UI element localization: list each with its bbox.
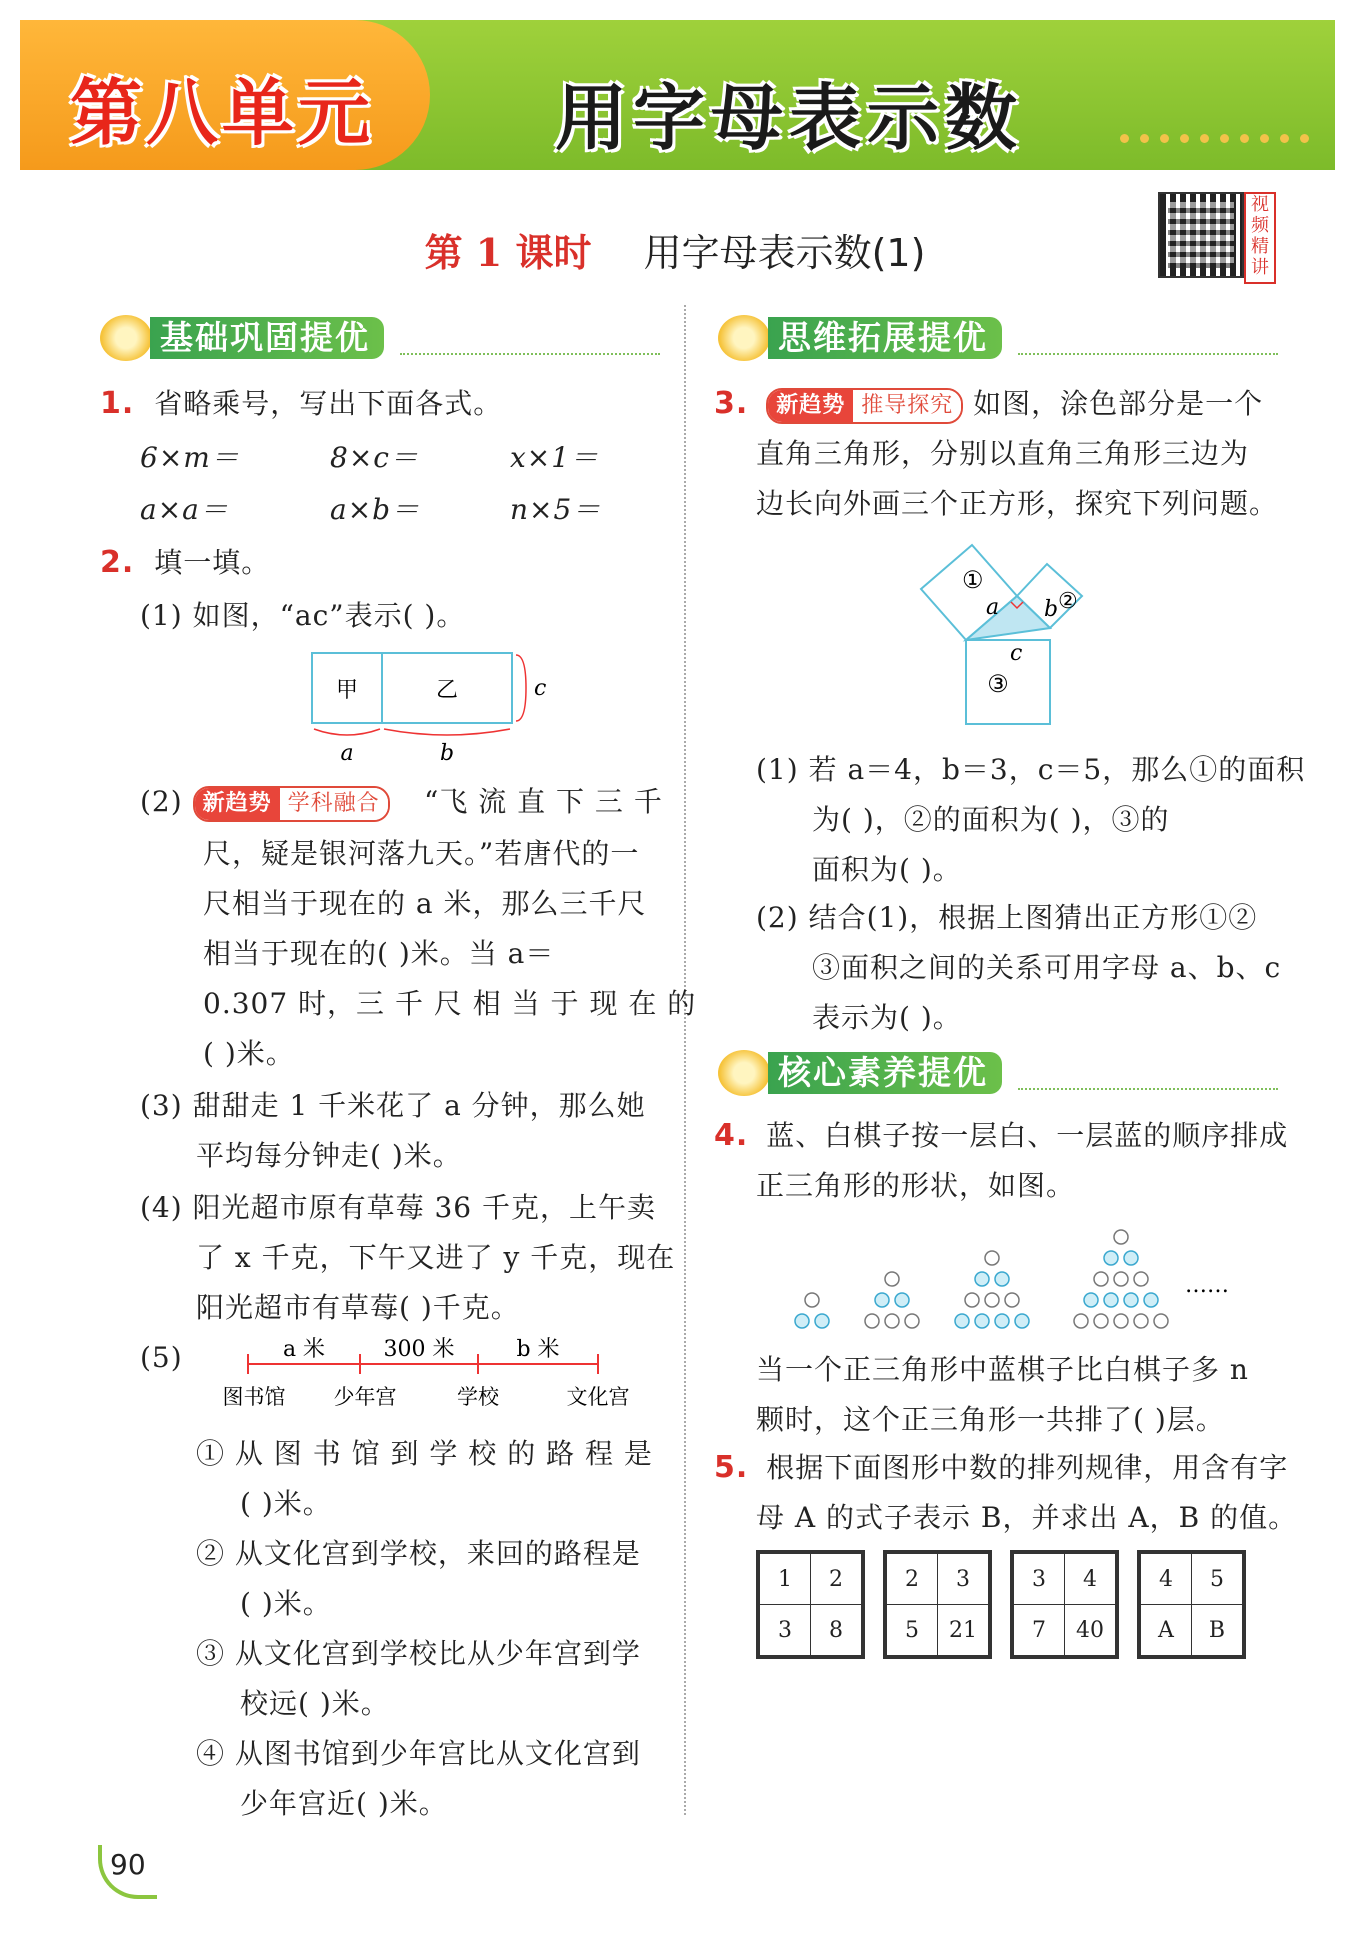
q2-p5-item1: ① 从 图 书 馆 到 学 校 的 路 程 是 [196,1437,653,1470]
q3-p1-line3: 面积为( )。 [812,853,962,886]
q1-expr-4: a×a＝ [140,493,229,526]
chess-triangles-figure [780,1220,1240,1350]
column-divider [684,305,686,1815]
q4-after-line2: 颗时，这个正三角形一共排了( )层。 [756,1403,1225,1436]
unit-label: 第八单元 [70,71,375,155]
fig-label-a: a [340,741,354,765]
q1-expr-2: 8×c＝ [330,441,419,474]
q3-squares-figure [900,530,1140,740]
q2-p5-item4b: 少年宫近( )米。 [240,1787,448,1820]
label-b: b [1044,597,1059,622]
q2-part1: (1) 如图，“ac”表示( )。 [140,599,466,632]
route-place-library: 图书馆 [222,1385,286,1409]
q4-after-line1: 当一个正三角形中蓝棋子比白棋子多 n [756,1353,1249,1386]
q5-line2: 母 A 的式子表示 B，并求出 A，B 的值。 [756,1501,1298,1534]
q2-prompt: 填一填。 [154,546,271,579]
q5-head [714,1450,1288,1486]
q5-grid-4: 4 5 A B [1137,1550,1246,1659]
route-place-cultural-palace: 文化宫 [566,1385,630,1409]
q2-p2-line2: 尺，疑是银河落九天。”若唐代的一 [203,837,640,870]
label-s3: ③ [987,670,1009,698]
q5-grid-1: 1 2 3 8 [756,1550,865,1659]
q1-expr-3: x×1＝ [510,441,600,474]
q2-p2-line1: “飞 流 直 下 三 千 [424,785,663,818]
qr-code-icon[interactable] [1158,192,1244,278]
q2-p2-line6: ( )米。 [203,1037,295,1070]
q2-p4-line2: 了 x 千克，下午又进了 y 千克，现在 [196,1241,676,1274]
q2 [100,545,270,581]
right-triangle [966,596,1050,640]
label-a: a [986,595,1000,620]
lesson-title [0,222,1350,277]
lesson-name: 用字母表示数(1) [643,231,926,275]
q2-p3-line1: (3) 甜甜走 1 千米花了 a 分钟，那么她 [140,1089,646,1122]
q2-p3-line2: 平均每分钟走( )米。 [196,1139,462,1172]
q3-p2-line1: (2) 结合(1)，根据上图猜出正方形①② [756,901,1258,934]
trophy-icon [718,1050,770,1096]
label-s1: ① [962,566,984,594]
q1-prompt: 省略乘号，写出下面各式。 [154,387,503,420]
q2-p5-item2: ② 从文化宫到学校，来回的路程是 [196,1537,641,1570]
fig-label-c: c [534,676,547,701]
q1-expr-1: 6×m＝ [140,441,240,474]
page-number: 90 [110,1848,146,1881]
q2-p5-item1b: ( )米。 [240,1487,332,1520]
q1-expr-5: a×b＝ [330,493,421,526]
route-place-youth-palace: 少年宫 [333,1385,397,1409]
q1-number: 1. [100,386,135,421]
label-s2: ② [1058,589,1078,614]
triangle-4 [1074,1230,1168,1328]
q5-number: 5. [714,1450,749,1485]
route-place-school: 学校 [457,1385,499,1409]
triangle-1 [795,1293,829,1328]
section-core-title: 核心素养提优 [768,1052,1002,1094]
q1 [100,386,502,422]
sprout-icon [718,315,770,361]
chess-ellipsis: …… [1185,1273,1229,1298]
q2-rect-figure [300,645,560,765]
triangle-2 [865,1272,919,1328]
q2-p5-item3b: 校远( )米。 [240,1687,390,1720]
q5-grid-3: 3 4 7 40 [1010,1550,1119,1659]
q2-part2-label: (2) 新趋势 学科融合 [140,784,390,822]
q3-line3: 边长向外画三个正方形，探究下列问题。 [756,487,1279,520]
q2-p4-line3: 阳光超市有草莓( )千克。 [196,1291,520,1324]
q2-p5-item2b: ( )米。 [240,1587,332,1620]
q2-p2-line5: 0.307 时，三 千 尺 相 当 于 现 在 的 [203,987,697,1020]
q2-number: 2. [100,545,135,580]
q3-p2-line3: 表示为( )。 [812,1001,962,1034]
triangle-3 [955,1251,1029,1328]
section-basic-header [100,315,660,361]
q2-p2-line4: 相当于现在的( )米。当 a＝ [203,937,555,970]
q2-p2-line3: 尺相当于现在的 a 米，那么三千尺 [203,887,647,920]
section-thinking-title: 思维拓展提优 [768,317,1002,359]
q3-number: 3. [714,386,749,421]
q4-head [714,1118,1288,1154]
fig-label-left: 甲 [335,678,359,703]
label-c: c [1010,641,1023,666]
q3-line2: 直角三角形，分别以直角三角形三边为 [756,437,1250,470]
q3-p1-line2: 为( )，②的面积为( )，③的 [812,803,1170,836]
q1-expr-6: n×5＝ [510,493,602,526]
route-diagram [210,1336,650,1426]
unit-title: 用字母表示数 [555,76,1024,160]
q5-grid-2: 2 3 5 21 [883,1550,992,1659]
route-seg3: b 米 [516,1337,560,1362]
q5-line1: 根据下面图形中数的排列规律，用含有字 [766,1451,1289,1484]
lesson-number: 第 1 课时 [424,230,592,275]
section-core-header [718,1050,1278,1096]
q2-p4-line1: (4) 阳光超市原有草莓 36 千克，上午卖 [140,1191,656,1224]
section-basic-title: 基础巩固提优 [150,317,384,359]
q3-head [714,386,1263,424]
q3-p2-line2: ③面积之间的关系可用字母 a、b、c [812,951,1282,984]
q3-p1-line1: (1) 若 a＝4，b＝3，c＝5，那么①的面积 [756,753,1306,786]
q2-p5-item3: ③ 从文化宫到学校比从少年宫到学 [196,1637,641,1670]
q2-p5-item4: ④ 从图书馆到少年宫比从文化宫到 [196,1737,641,1770]
q4-line2: 正三角形的形状，如图。 [756,1169,1076,1202]
q3-line1: 如图，涂色部分是一个 [973,387,1264,420]
section-thinking-header [718,315,1278,361]
qr-label: 视频精讲 [1244,192,1276,284]
decorative-dots [1120,128,1320,147]
q2-p5-label: (5) [140,1341,183,1374]
route-seg2: 300 米 [383,1337,455,1362]
route-seg1: a 米 [282,1337,326,1362]
fig-label-b: b [439,741,455,765]
tag-new-trend: 新趋势 学科融合 [193,786,390,822]
fig-label-right: 乙 [435,678,459,703]
sun-icon [100,315,152,361]
tag-new-trend-q3: 新趋势 推导探究 [766,388,963,424]
q4-line1: 蓝、白棋子按一层白、一层蓝的顺序排成 [766,1119,1289,1152]
q4-number: 4. [714,1118,749,1153]
